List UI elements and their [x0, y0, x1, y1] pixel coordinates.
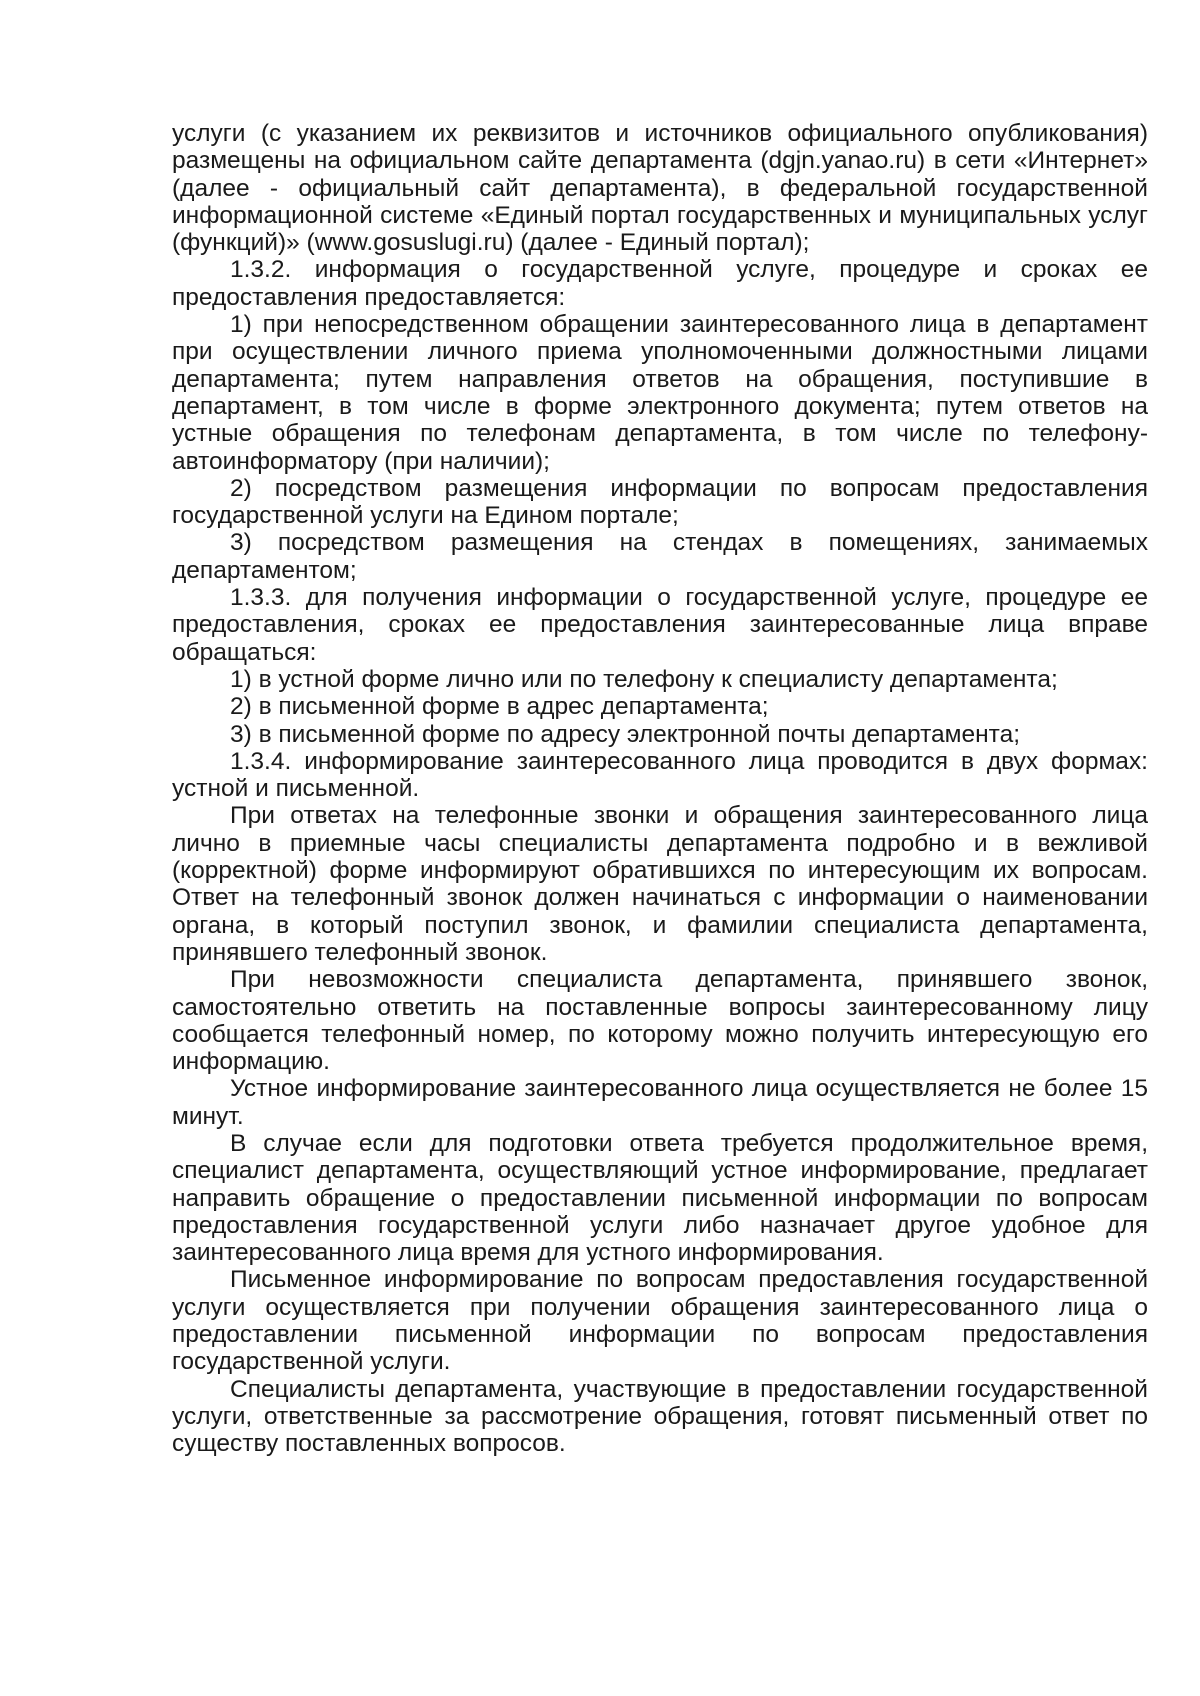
- paragraph-1: услуги (с указанием их реквизитов и источников официального опубликования) размещены на официальном сайте департамента (dgjn.yanao.ru) в сети «Интернет» (далее - официальный сайт департамента), в федеральной государственной информационной системе «Единый портал государственных и муниципальных услуг (функций)» (www.gosuslugi.ru) (далее - Единый портал);: [172, 120, 1148, 257]
- paragraph-15: Письменное информирование по вопросам предоставления государственной услуги осуществляется при получении обращения заинтересованного лица о предоставлении письменной информации по вопросам предоставления государственной услуги.: [172, 1266, 1148, 1376]
- paragraph-9: 3) в письменной форме по адресу электронной почты департамента;: [230, 720, 1021, 748]
- paragraph-10: 1.3.4. информирование заинтересованного лица проводится в двух формах: устной и письменной.: [172, 747, 1148, 803]
- paragraph-12: При невозможности специалиста департамента, принявшего звонок, самостоятельно ответить на поставленные вопросы заинтересованному лицу сообщается телефонный номер, по которому можно получить интересующую его информацию.: [172, 966, 1148, 1076]
- paragraph-13: Устное информирование заинтересованного лица осуществляется не более 15 минут.: [172, 1075, 1148, 1130]
- paragraph-7: 1) в устной форме лично или по телефону к специалисту департамента;: [230, 665, 1058, 693]
- paragraph-5: 3) посредством размещения на стендах в помещениях, занимаемых департаментом;: [172, 529, 1148, 584]
- paragraph-4: 2) посредством размещения информации по вопросам предоставления государственной услуги на Едином портале;: [172, 474, 1148, 530]
- paragraph-14: В случае если для подготовки ответа требуется продолжительное время, специалист департамента, осуществляющий устное информирование, предлагает направить обращение о предоставлении письменной информации по вопросам предоставления государственной услуги либо назначает другое удобное для заинтересованного лица время для устного информирования.: [172, 1129, 1148, 1267]
- paragraph-2: 1.3.2. информация о государственной услуге, процедуре и сроках ее предоставления предоставляется:: [172, 256, 1148, 311]
- document-body: [172, 120, 1148, 1458]
- paragraph-8: 2) в письменной форме в адрес департамента;: [230, 693, 769, 721]
- paragraph-6: 1.3.3. для получения информации о государственной услуге, процедуре ее предоставления, сроках ее предоставления заинтересованные лица вправе обращаться:: [172, 584, 1148, 666]
- paragraph-16: Специалисты департамента, участвующие в предоставлении государственной услуги, ответственные за рассмотрение обращения, готовят письменный ответ по существу поставленных вопросов.: [172, 1375, 1148, 1458]
- paragraph-11: При ответах на телефонные звонки и обращения заинтересованного лица лично в приемные часы специалисты департамента подробно и в вежливой (корректной) форме информируют обратившихся по интересующим их вопросам. Ответ на телефонный звонок должен начинаться с информации о наименовании органа, в который поступил звонок, и фамилии специалиста департамента, принявшего телефонный звонок.: [172, 802, 1148, 966]
- paragraph-3: 1) при непосредственном обращении заинтересованного лица в департамент при осуществлении личного приема уполномоченными должностными лицами департамента; путем направления ответов на обращения, поступившие в департамент, в том числе в форме электронного документа; путем ответов на устные обращения по телефонам департамента, в том числе по телефону-автоинформатору (при наличии);: [172, 311, 1148, 475]
